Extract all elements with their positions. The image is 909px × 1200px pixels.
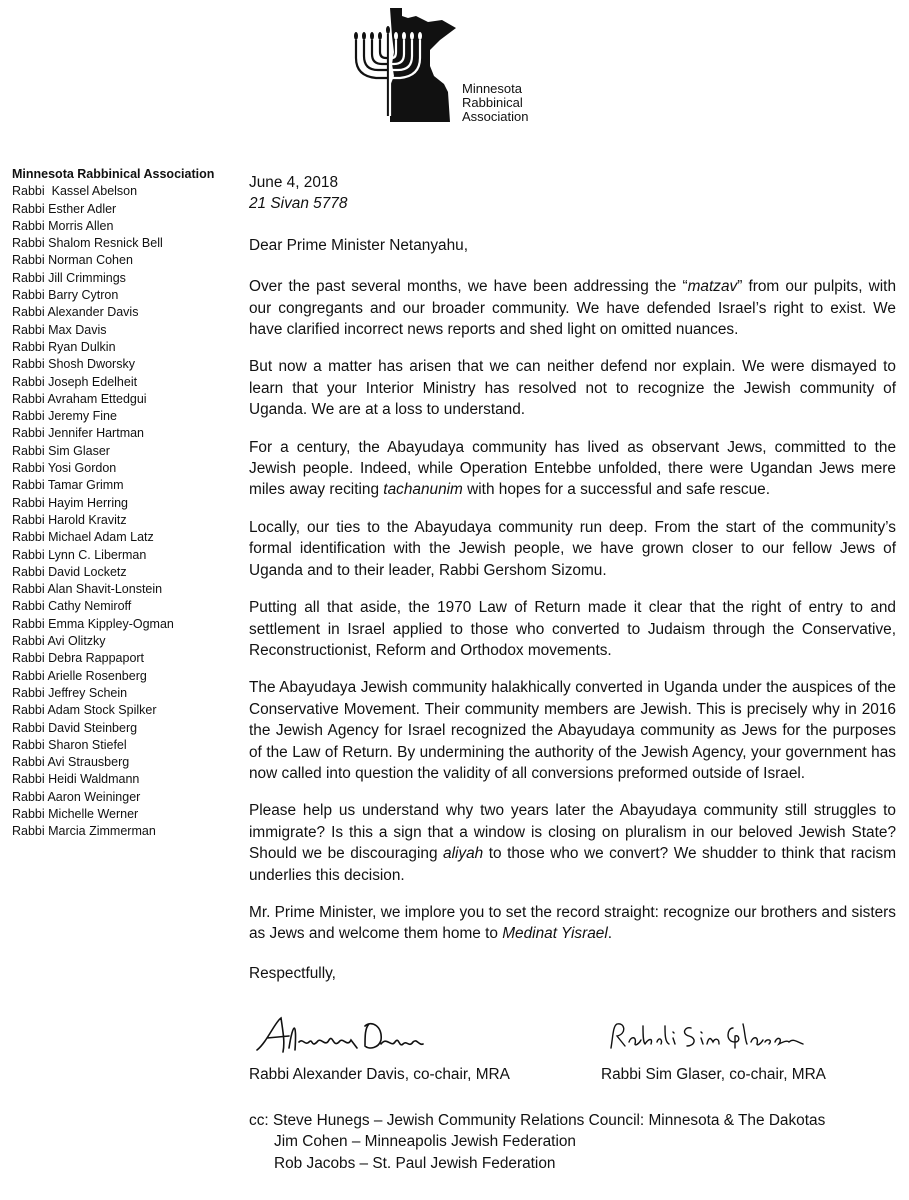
- member-name: Rabbi Barry Cytron: [12, 288, 119, 303]
- logo-line-3: Association: [462, 109, 529, 124]
- member-name: Rabbi Avi Strausberg: [12, 755, 130, 770]
- signature-caption-davis: Rabbi Alexander Davis, co-chair, MRA: [249, 1066, 510, 1083]
- paragraph-8: [249, 902, 896, 945]
- closing: Respectfully,: [249, 964, 336, 982]
- member-name: Rabbi Ryan Dulkin: [12, 339, 116, 354]
- sidebar-title: Minnesota Rabbinical Association: [12, 167, 215, 181]
- member-name: Rabbi Avraham Ettedgui: [12, 391, 147, 406]
- member-name: Rabbi Michael Adam Latz: [12, 530, 154, 545]
- paragraph-8-text: Mr. Prime Minister, we implore you to set the record straight: recognize our brothers and sisters as Jews and welcome them home to: [249, 903, 896, 943]
- cc-line-1: cc: Steve Hunegs – Jewish Community Relations Council: Minnesota & The Dakotas: [249, 1112, 826, 1129]
- member-name: Rabbi Emma Kippley-Ogman: [12, 616, 174, 631]
- member-name: Rabbi Jeremy Fine: [12, 409, 117, 424]
- signature-davis: [249, 1012, 510, 1083]
- member-name: Rabbi Max Davis: [12, 322, 107, 337]
- member-name: Rabbi Sim Glaser: [12, 443, 110, 458]
- paragraph-1-emphasis: matzav: [687, 278, 738, 296]
- paragraph-7-text: Please help us understand why two years later the Abayudaya community still struggles to immigrate? Is this a sign that a window is closing on pluralism in our beloved Jewish State? Should we be discouraging: [249, 802, 896, 863]
- member-name: Rabbi Shosh Dworsky: [12, 357, 135, 372]
- member-name: Rabbi Adam Stock Spilker: [12, 703, 157, 718]
- paragraph-7-emphasis: aliyah: [443, 845, 484, 863]
- member-name: Rabbi David Steinberg: [12, 720, 138, 735]
- member-name: Rabbi Arielle Rosenberg: [12, 668, 147, 683]
- paragraph-7: [249, 800, 896, 886]
- cc-line-3: Rob Jacobs – St. Paul Jewish Federation: [274, 1154, 556, 1172]
- member-list: [12, 183, 237, 840]
- member-name: Rabbi Alan Shavit-Lonstein: [12, 582, 163, 597]
- paragraph-1: [249, 276, 896, 340]
- hebrew-date: 21 Sivan 5778: [249, 195, 348, 213]
- member-name: Rabbi Marcia Zimmerman: [12, 824, 156, 839]
- member-sidebar: [12, 166, 237, 841]
- member-name: Rabbi Avi Olitzky: [12, 634, 106, 649]
- member-name: Rabbi Alexander Davis: [12, 305, 139, 320]
- member-name: Rabbi Harold Kravitz: [12, 512, 127, 527]
- paragraph-8-emphasis: Medinat Yisrael: [502, 925, 608, 943]
- member-name: Rabbi Hayim Herring: [12, 495, 129, 510]
- member-name: Rabbi Aaron Weininger: [12, 789, 141, 804]
- paragraph-6: The Abayudaya Jewish community halakhically converted in Uganda under the auspices of the Conservative Movement. Their community members are Jewish. This is precisely why in 2016 the Jewish Agency for Israel recognized the Abayudaya community as Jews for the purposes of the Law of Return. By undermining the authority of the Jewish Agency, your government has now called into question the validity of all conversions preformed outside of Israel.: [249, 679, 896, 782]
- paragraph-7-text-end: to those who we convert? We shudder to think that racism underlies this decision.: [249, 845, 897, 884]
- letter-body: [249, 172, 896, 984]
- member-name: Rabbi Tamar Grimm: [12, 478, 124, 493]
- paragraph-3-text-end: with hopes for a successful and safe rescue.: [462, 481, 770, 499]
- member-name: Rabbi Heidi Waldmann: [12, 772, 140, 787]
- paragraph-1-text-end: ” from our pulpits, with our congregants and our broader community. We have defended Israel’s right to exist. We have clarified incorrect news reports and shed light on omitted nuances.: [249, 278, 897, 339]
- member-name: Rabbi Joseph Edelheit: [12, 374, 138, 389]
- member-name: Rabbi Lynn C. Liberman: [12, 547, 147, 562]
- member-name: Rabbi David Locketz: [12, 564, 127, 579]
- paragraph-2: But now a matter has arisen that we can neither defend nor explain. We were dismayed to learn that your Interior Ministry has resolved not to recognize the Jewish community of Uganda. We are at a loss to understand.: [249, 358, 896, 419]
- member-name: Rabbi Jeffrey Schein: [12, 685, 128, 700]
- salutation: Dear Prime Minister Netanyahu,: [249, 236, 468, 254]
- member-name: Rabbi Jennifer Hartman: [12, 426, 145, 441]
- paragraph-1-text: Over the past several months, we have been addressing the “: [249, 278, 688, 296]
- member-name: Rabbi Cathy Nemiroff: [12, 599, 132, 614]
- paragraph-5: Putting all that aside, the 1970 Law of Return made it clear that the right of entry to and settlement in Israel applied to those who converted to Judaism through the Conservative, Reconstructionist, Reform and Orthodox movements.: [249, 599, 896, 659]
- member-name: Rabbi Esther Adler: [12, 201, 117, 216]
- paragraph-3-emphasis: tachanunim: [383, 481, 463, 499]
- signature-block: [249, 1012, 899, 1092]
- signature-glaser: [601, 1012, 826, 1083]
- member-name: Rabbi Morris Allen: [12, 218, 114, 233]
- member-name: Rabbi Norman Cohen: [12, 253, 133, 268]
- handwritten-signature-glaser: [607, 1012, 817, 1056]
- member-name: Rabbi Yosi Gordon: [12, 461, 117, 476]
- letter-date: June 4, 2018: [249, 174, 338, 191]
- member-name: Rabbi Jill Crimmings: [12, 270, 126, 285]
- handwritten-signature-davis: [253, 1012, 453, 1056]
- member-name: Rabbi Michelle Werner: [12, 806, 139, 821]
- logo-line-1: Minnesota: [462, 81, 522, 96]
- menorah-map-icon: [350, 6, 462, 126]
- logo-line-2: Rabbinical: [462, 95, 523, 110]
- cc-block: [249, 1110, 899, 1174]
- paragraph-3-text: For a century, the Abayudaya community has lived as observant Jews, committed to the Jewish people. Indeed, while Operation Entebbe unfolded, there were Ugandan Jews mere miles away reciting: [249, 438, 896, 499]
- member-name: Rabbi Sharon Stiefel: [12, 737, 127, 752]
- logo-wordmark: [462, 82, 528, 124]
- member-name: Rabbi Kassel Abelson: [12, 184, 138, 199]
- signature-caption-glaser: Rabbi Sim Glaser, co-chair, MRA: [601, 1066, 826, 1083]
- member-name: Rabbi Debra Rappaport: [12, 651, 145, 666]
- paragraph-3: [249, 437, 896, 501]
- paragraph-8-text-end: .: [607, 925, 613, 943]
- member-name: Rabbi Shalom Resnick Bell: [12, 236, 163, 251]
- paragraph-4: Locally, our ties to the Abayudaya community run deep. From the start of the community’s formal identification with the Jewish people, we have grown closer to our fellow Jews of Uganda and to their leader, Rabbi Gershom Sizomu.: [249, 518, 896, 579]
- mra-logo: [350, 6, 550, 126]
- cc-line-2: Jim Cohen – Minneapolis Jewish Federation: [274, 1133, 576, 1151]
